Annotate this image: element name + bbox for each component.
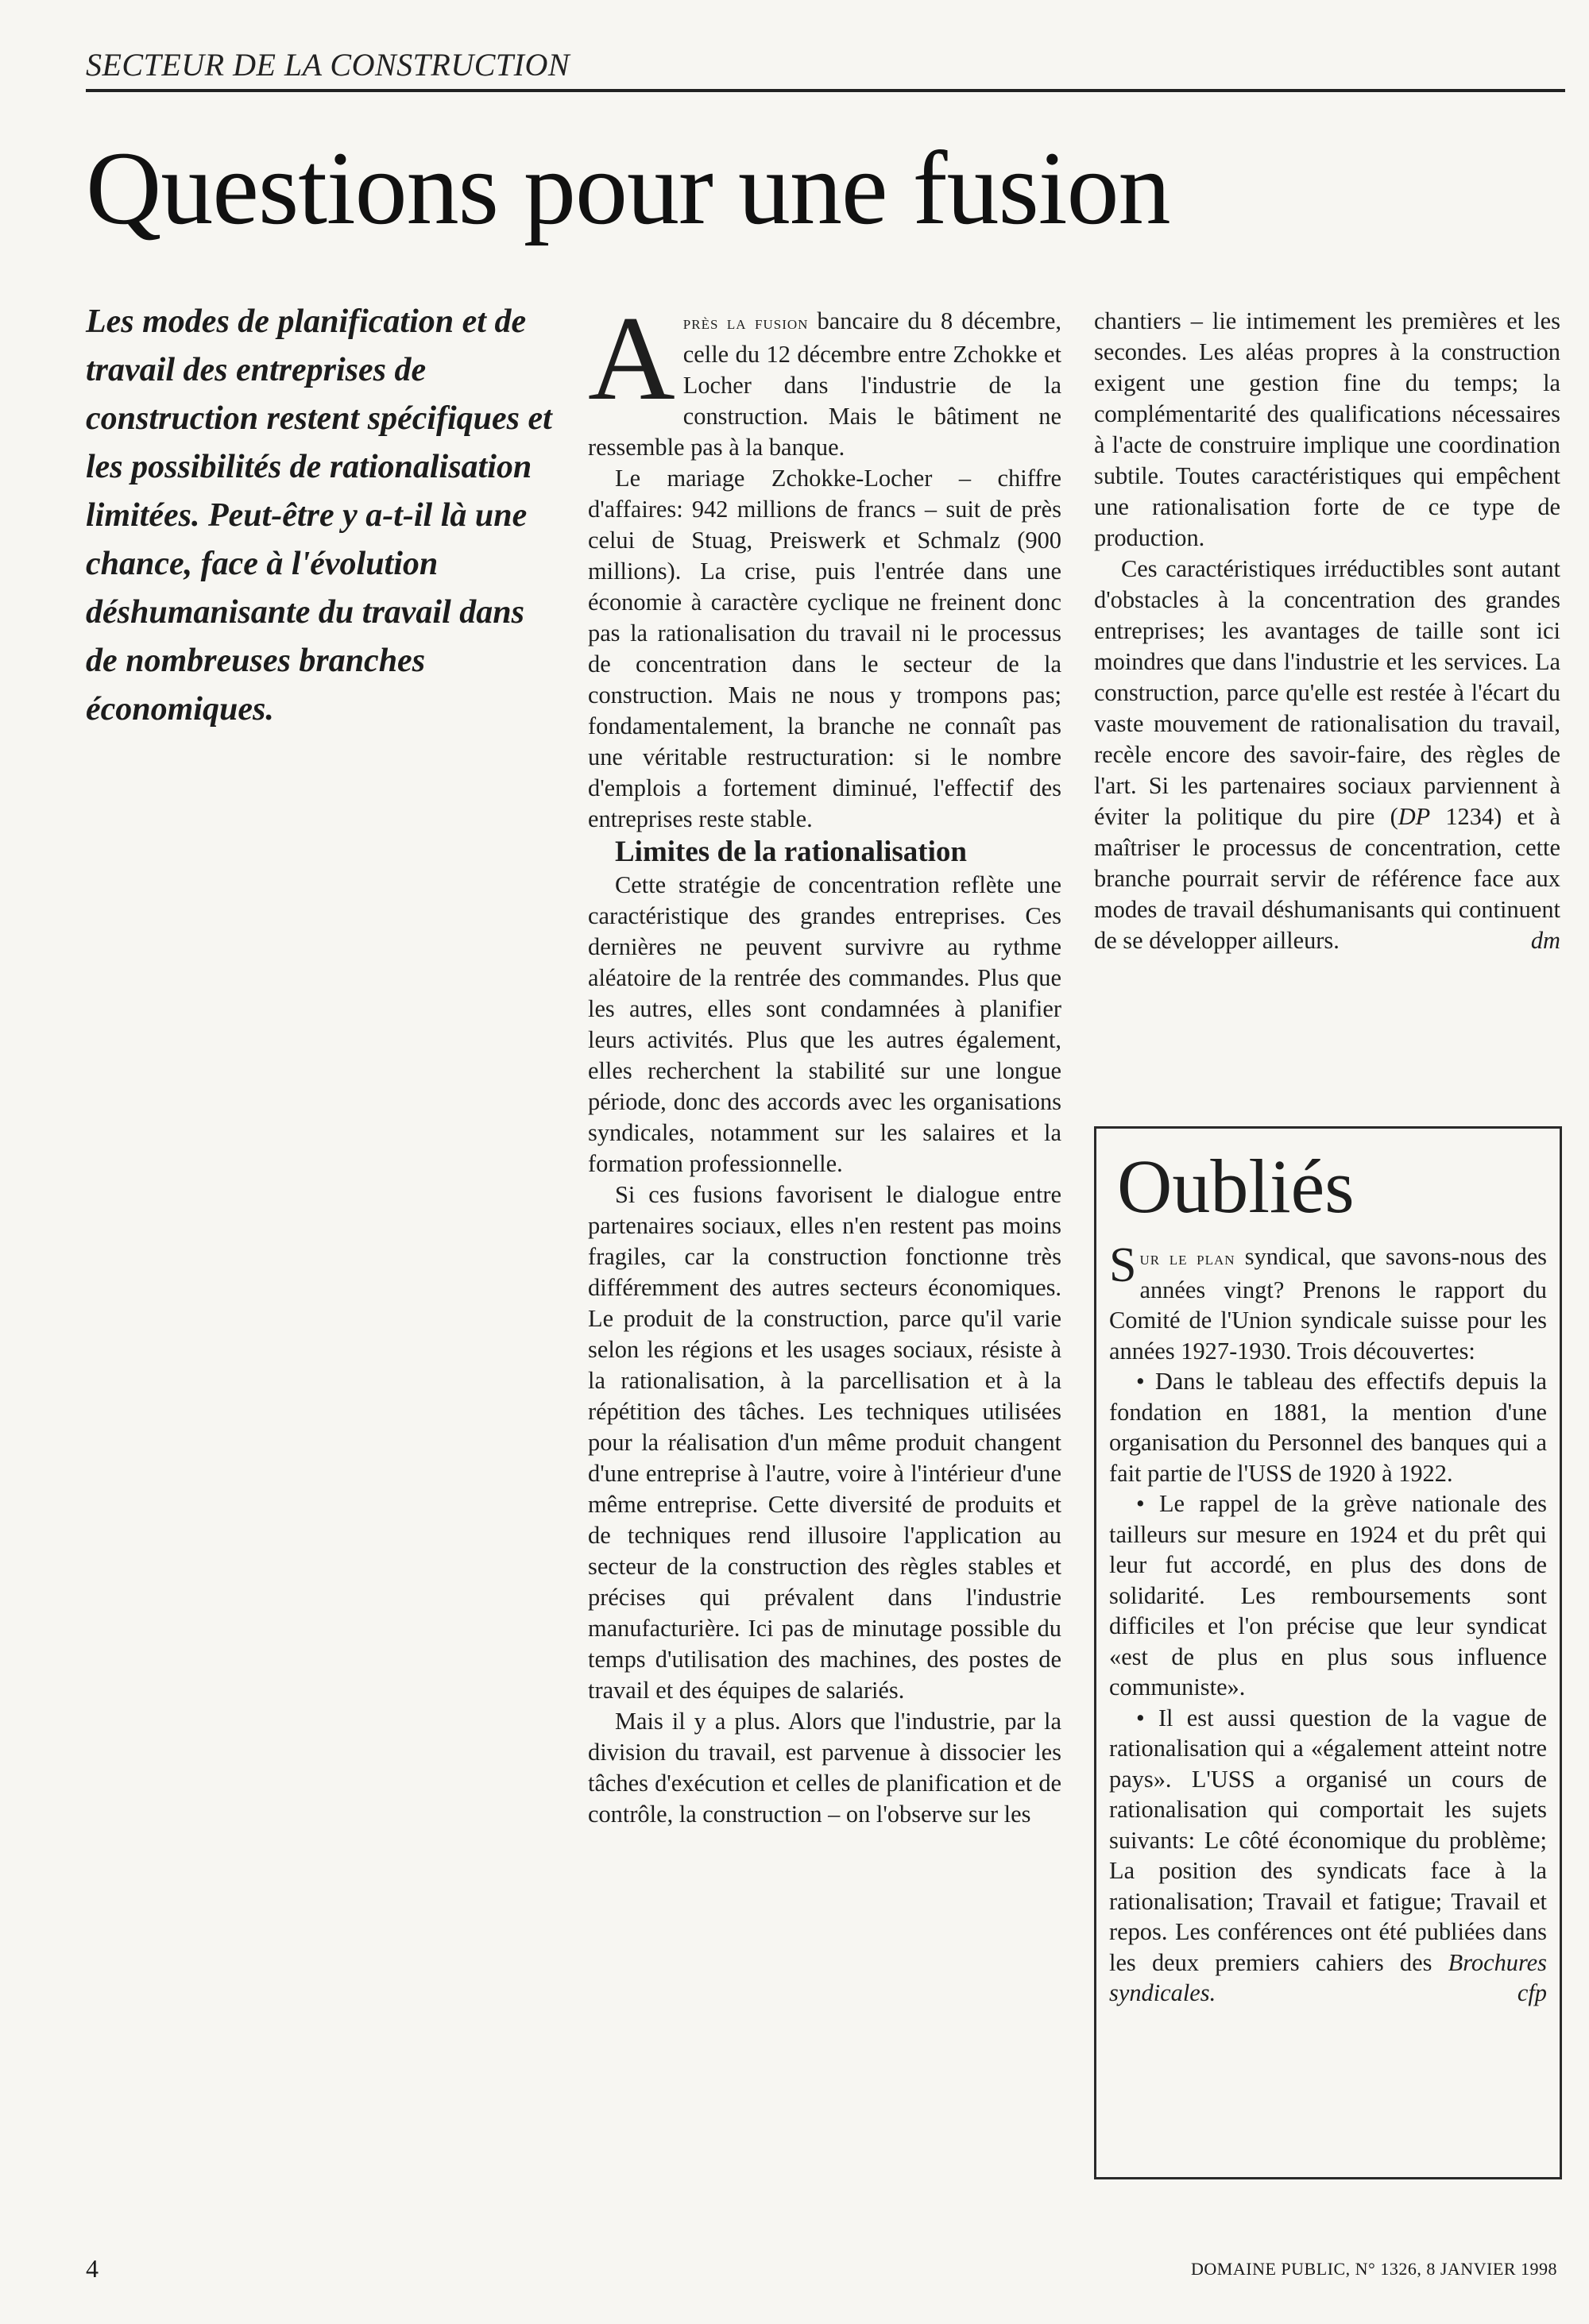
sidebar-box-oublies — [1094, 1126, 1562, 2179]
article-paragraph-4: Si ces fusions favorisent le dialogue entre partenaires sociaux, elles n'en restent pas moins fragiles, car la construction fonctionne très différemment des autres secteurs économiques. Le produit de la construction, parce qu'il varie selon les régions et les usages sociaux, résiste à la rationalisation, à la parcellisation et à la répétition des tâches. Les techniques utilisées pour la réalisation d'un même produit changent d'une entreprise à l'autre, voire à l'intérieur d'une même entreprise. Cette diversité de produits et de techniques rend illusoire l'application au secteur de la construction des règles stables et précises qui prévalent dans l'industrie manufacturière. Ici pas de minutage possible du temps d'utilisation des machines, des postes de travail et des équipes de salariés. — [588, 1181, 1061, 1704]
article-lead: Les modes de planification et de travail des entreprises de construction restent spécifiques et les possibilités de rationalisation limitées. Peut-être y a-t-il là une chance, face à l'évolution déshumanisante du travail dans de nombreuses branches économiques. — [86, 303, 552, 728]
box-brochures-title: Brochures syndicales. — [1109, 1948, 1547, 2006]
box-title: Oubliés — [1117, 1144, 1355, 1229]
article-paragraph-1-text: bancaire du 8 décembre, celle du 12 décembre entre Zchokke et Locher dans l'industrie de la construction. Mais le bâtiment ne ressemble pas à la banque. — [588, 307, 1061, 461]
article-paragraph-6-text-a: Ces caractéristiques irréductibles sont autant d'obstacles à la concentration des grandes entreprises; les avantages de taille sont ici moindres que dans l'industrie et les services. La construction, parce qu'elle est restée à l'écart du vaste mouvement de rationalisation du travail, recèle encore des savoir-faire, des règles de l'art. Si les partenaires sociaux parviennent à éviter la politique du pire ( — [1094, 555, 1560, 830]
box-paragraph-1-text: syndical, que savons-nous des années vingt? Prenons le rapport du Comité de l'Union syndicale suisse pour les années 1927-1930. Trois découvertes: — [1109, 1243, 1548, 1365]
article-paragraph-2: Le mariage Zchokke-Locher – chiffre d'affaires: 942 millions de francs – suit de près celui de Stuag, Preiswerk et Schmalz (900 millions). La crise, puis l'entrée dans une économie à caractère cyclique ne freinent donc pas la rationalisation du travail ni le processus de concentration dans le secteur de la construction. Mais ne nous y trompons pas; fondamentalement, la branche ne connaît pas une véritable restructuration: si le nombre d'emplois a fortement diminué, l'effectif des entreprises reste stable. — [588, 465, 1061, 832]
article-paragraph-6-text-b: 1234) et à maîtriser le processus de concentration, cette branche pourrait servir de référence face aux modes de travail déshumanisants qui continuent de se développer ailleurs. — [1094, 803, 1560, 954]
article-paragraph-5-continued: chantiers – lie intimement les premières et les secondes. Les aléas propres à la construction exigent une gestion fine du temps; la complémentarité des qualifications nécessaires à l'acte de construire implique une coordination subtile. Toutes caractéristiques qui empêchent une rationalisation forte de ce type de production. — [1094, 307, 1560, 551]
article-paragraph-1 — [588, 291, 1061, 463]
article-signature: dm — [1530, 927, 1560, 954]
box-opening-smallcaps: ur le plan — [1139, 1249, 1235, 1269]
article-column-2 — [588, 291, 1061, 1830]
box-bullet-3-text: • Il est aussi question de la vague de rationalisation qui a «également atteint notre pays». L'USS a organisé un cours de rationalisation qui comportait les sujets suivants: Le côté économique du problème; La position des syndicats face à la rationalisation; Travail et fatigue; Travail et repos. Les conférences ont été publiées dans les deux premiers cahiers des — [1109, 1704, 1547, 1976]
box-signature: cfp — [1517, 1979, 1547, 2006]
article-paragraph-5: Mais il y a plus. Alors que l'industrie, par la division du travail, est parvenue à dissocier les tâches d'exécution et celles de planification et de contrôle, la construction – on l'observe sur les — [588, 1708, 1061, 1828]
article-paragraph-6 — [1094, 554, 1560, 956]
header-rule — [86, 89, 1565, 92]
article-paragraph-3: Cette stratégie de concentration reflète une caractéristique des grandes entreprises. Ces dernières ne peuvent survivre au rythme aléatoire de la rentrée des commandes. Plus que les autres, elles sont condamnées à planifier leurs activités. Plus que les autres également, elles recherchent la stabilité sur une longue période, donc des accords avec les organisations syndicales, notamment sur les salaires et la formation professionnelle. — [588, 871, 1061, 1177]
article-headline: Questions pour une fusion — [86, 129, 1170, 246]
publication-info: DOMAINE PUBLIC, N° 1326, 8 JANVIER 1998 — [1191, 2259, 1557, 2279]
box-paragraph-1 — [1109, 1238, 1548, 1366]
article-dropcap: A — [588, 291, 675, 425]
article-opening-smallcaps: près la fusion — [682, 313, 809, 334]
box-bullet-3 — [1109, 1703, 1547, 2009]
box-bullet-1: • Dans le tableau des effectifs depuis la fondation en 1881, la mention d'une organisation du Personnel des banques qui a fait partie de l'USS de 1920 à 1922. — [1109, 1368, 1547, 1487]
article-column-3 — [1094, 306, 1560, 956]
box-bullet-2: • Le rappel de la grève nationale des tailleurs sur mesure en 1924 et du prêt qui leur fut accordé, en plus des dons de solidarité. Les remboursements sont difficiles et l'on précise que leur syndicat «est de plus en plus sous influence communiste». — [1109, 1490, 1547, 1701]
box-dropcap: S — [1109, 1238, 1137, 1292]
article-reference-dp: DP — [1398, 803, 1431, 830]
article-subheading: Limites de la rationalisation — [615, 836, 967, 868]
section-label: SECTEUR DE LA CONSTRUCTION — [86, 47, 570, 83]
page-number: 4 — [86, 2254, 99, 2283]
